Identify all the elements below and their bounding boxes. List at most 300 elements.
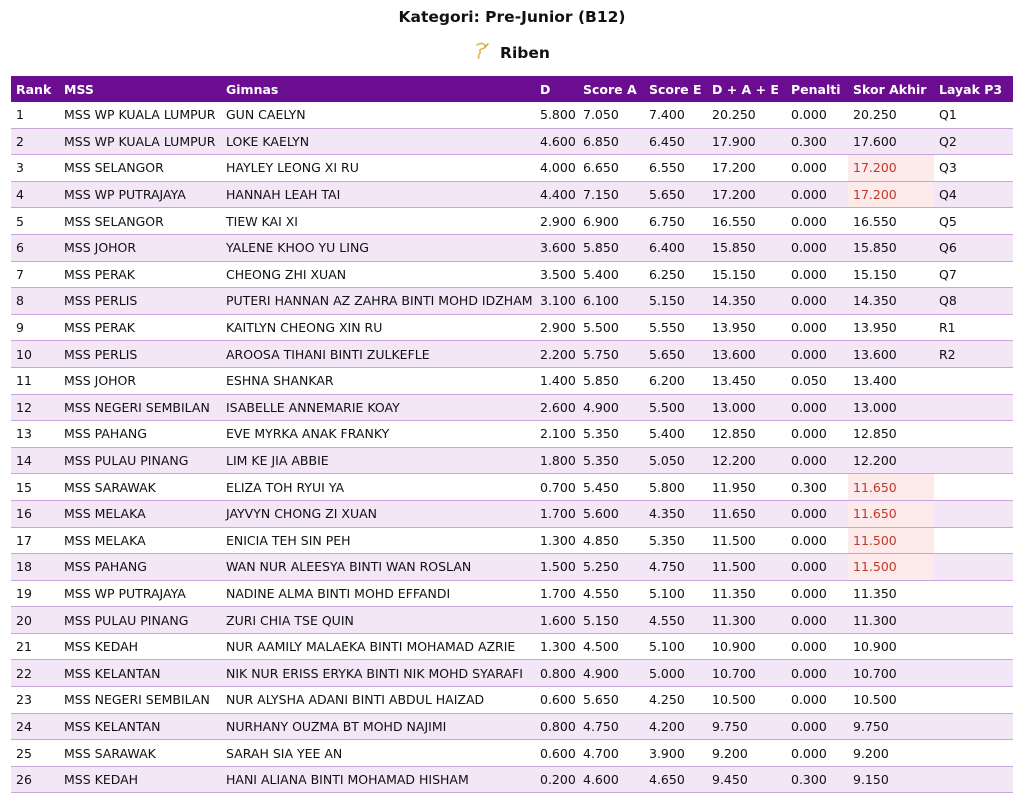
cell-total: 13.450: [707, 367, 786, 394]
cell-layak: [934, 766, 1013, 793]
cell-total: 10.500: [707, 687, 786, 714]
cell-penalti: 0.300: [786, 766, 848, 793]
cell-rank: 6: [11, 234, 59, 261]
cell-score-a: 6.900: [578, 208, 644, 235]
table-row: [11, 341, 1013, 368]
cell-penalti: 0.000: [786, 447, 848, 474]
cell-penalti: 0.300: [786, 474, 848, 501]
cell-d: 4.000: [535, 155, 578, 182]
cell-layak: [934, 527, 1013, 554]
cell-layak: Q5: [934, 208, 1013, 235]
cell-gimnas: LIM KE JIA ABBIE: [221, 447, 535, 474]
cell-d: 1.700: [535, 580, 578, 607]
cell-rank: 12: [11, 394, 59, 421]
table-row: [11, 288, 1013, 315]
cell-skor-akhir: 9.200: [848, 740, 934, 767]
table-row: [11, 580, 1013, 607]
cell-skor-akhir: 11.650: [848, 474, 934, 501]
cell-layak: [934, 474, 1013, 501]
cell-score-a: 4.600: [578, 766, 644, 793]
cell-penalti: 0.000: [786, 713, 848, 740]
cell-total: 17.200: [707, 181, 786, 208]
cell-score-a: 4.900: [578, 660, 644, 687]
table-row: [11, 474, 1013, 501]
cell-penalti: 0.000: [786, 341, 848, 368]
table-row: [11, 607, 1013, 634]
cell-score-e: 5.350: [644, 527, 707, 554]
cell-d: 4.400: [535, 181, 578, 208]
cell-skor-akhir: 9.750: [848, 713, 934, 740]
cell-rank: 25: [11, 740, 59, 767]
cell-layak: [934, 633, 1013, 660]
cell-score-a: 7.050: [578, 102, 644, 128]
table-row: [11, 155, 1013, 182]
cell-score-a: 5.150: [578, 607, 644, 634]
col-header-score-e[interactable]: Score E: [644, 76, 707, 102]
cell-layak: Q4: [934, 181, 1013, 208]
table-row: [11, 554, 1013, 581]
cell-mss: MSS SARAWAK: [59, 474, 221, 501]
cell-layak: Q3: [934, 155, 1013, 182]
cell-mss: MSS KEDAH: [59, 633, 221, 660]
cell-mss: MSS PAHANG: [59, 554, 221, 581]
cell-mss: MSS PERAK: [59, 314, 221, 341]
cell-skor-akhir: 9.150: [848, 766, 934, 793]
cell-layak: [934, 500, 1013, 527]
cell-total: 11.500: [707, 554, 786, 581]
cell-rank: 4: [11, 181, 59, 208]
cell-d: 2.900: [535, 208, 578, 235]
cell-score-e: 6.550: [644, 155, 707, 182]
cell-total: 11.650: [707, 500, 786, 527]
cell-mss: MSS WP KUALA LUMPUR: [59, 102, 221, 128]
cell-mss: MSS NEGERI SEMBILAN: [59, 394, 221, 421]
cell-total: 15.850: [707, 234, 786, 261]
cell-total: 9.450: [707, 766, 786, 793]
cell-total: 20.250: [707, 102, 786, 128]
cell-layak: Q7: [934, 261, 1013, 288]
cell-penalti: 0.000: [786, 102, 848, 128]
table-header-row: [11, 76, 1013, 102]
cell-penalti: 0.000: [786, 155, 848, 182]
cell-layak: [934, 660, 1013, 687]
cell-total: 11.300: [707, 607, 786, 634]
cell-score-a: 7.150: [578, 181, 644, 208]
cell-mss: MSS KELANTAN: [59, 713, 221, 740]
cell-penalti: 0.000: [786, 554, 848, 581]
apparatus-heading: [0, 42, 1024, 64]
cell-mss: MSS WP PUTRAJAYA: [59, 181, 221, 208]
cell-skor-akhir: 16.550: [848, 208, 934, 235]
cell-score-e: 5.150: [644, 288, 707, 315]
cell-score-a: 5.750: [578, 341, 644, 368]
cell-score-a: 5.350: [578, 421, 644, 448]
cell-skor-akhir: 11.350: [848, 580, 934, 607]
cell-layak: Q6: [934, 234, 1013, 261]
cell-score-e: 5.500: [644, 394, 707, 421]
table-row: [11, 394, 1013, 421]
cell-layak: R2: [934, 341, 1013, 368]
cell-d: 3.500: [535, 261, 578, 288]
cell-skor-akhir: 15.850: [848, 234, 934, 261]
cell-d: 0.800: [535, 713, 578, 740]
cell-gimnas: CHEONG ZHI XUAN: [221, 261, 535, 288]
cell-gimnas: HAYLEY LEONG XI RU: [221, 155, 535, 182]
table-row: [11, 447, 1013, 474]
cell-gimnas: AROOSA TIHANI BINTI ZULKEFLE: [221, 341, 535, 368]
cell-score-e: 4.200: [644, 713, 707, 740]
cell-total: 11.350: [707, 580, 786, 607]
cell-gimnas: YALENE KHOO YU LING: [221, 234, 535, 261]
cell-score-a: 5.850: [578, 367, 644, 394]
col-header-layak[interactable]: Layak P3: [934, 76, 1013, 102]
cell-penalti: 0.050: [786, 367, 848, 394]
table-row: [11, 660, 1013, 687]
cell-skor-akhir: 11.300: [848, 607, 934, 634]
cell-skor-akhir: 13.600: [848, 341, 934, 368]
cell-gimnas: EVE MYRKA ANAK FRANKY: [221, 421, 535, 448]
cell-score-e: 6.450: [644, 128, 707, 155]
cell-score-a: 5.500: [578, 314, 644, 341]
cell-d: 0.600: [535, 740, 578, 767]
cell-penalti: 0.000: [786, 740, 848, 767]
cell-gimnas: PUTERI HANNAN AZ ZAHRA BINTI MOHD IDZHAM: [221, 288, 535, 315]
table-row: [11, 181, 1013, 208]
cell-gimnas: HANNAH LEAH TAI: [221, 181, 535, 208]
table-row: [11, 713, 1013, 740]
cell-mss: MSS PULAU PINANG: [59, 447, 221, 474]
cell-score-a: 5.850: [578, 234, 644, 261]
cell-layak: [934, 607, 1013, 634]
cell-mss: MSS MELAKA: [59, 500, 221, 527]
table-row: [11, 367, 1013, 394]
cell-gimnas: HANI ALIANA BINTI MOHAMAD HISHAM: [221, 766, 535, 793]
cell-rank: 21: [11, 633, 59, 660]
cell-skor-akhir: 14.350: [848, 288, 934, 315]
cell-penalti: 0.000: [786, 687, 848, 714]
cell-penalti: 0.000: [786, 394, 848, 421]
cell-score-e: 6.400: [644, 234, 707, 261]
cell-score-a: 5.450: [578, 474, 644, 501]
col-header-d[interactable]: D: [535, 76, 578, 102]
cell-mss: MSS PERAK: [59, 261, 221, 288]
cell-score-a: 5.350: [578, 447, 644, 474]
cell-score-e: 3.900: [644, 740, 707, 767]
cell-gimnas: NADINE ALMA BINTI MOHD EFFANDI: [221, 580, 535, 607]
cell-rank: 22: [11, 660, 59, 687]
cell-score-a: 5.600: [578, 500, 644, 527]
cell-gimnas: NUR ALYSHA ADANI BINTI ABDUL HAIZAD: [221, 687, 535, 714]
cell-mss: MSS NEGERI SEMBILAN: [59, 687, 221, 714]
cell-skor-akhir: 15.150: [848, 261, 934, 288]
cell-mss: MSS PERLIS: [59, 341, 221, 368]
cell-score-a: 4.550: [578, 580, 644, 607]
cell-penalti: 0.000: [786, 607, 848, 634]
cell-penalti: 0.000: [786, 580, 848, 607]
cell-score-a: 6.650: [578, 155, 644, 182]
cell-score-e: 5.550: [644, 314, 707, 341]
cell-rank: 20: [11, 607, 59, 634]
cell-penalti: 0.000: [786, 500, 848, 527]
cell-total: 11.500: [707, 527, 786, 554]
cell-d: 2.600: [535, 394, 578, 421]
cell-d: 1.700: [535, 500, 578, 527]
col-header-score-a[interactable]: Score A: [578, 76, 644, 102]
table-row: [11, 234, 1013, 261]
cell-layak: [934, 367, 1013, 394]
cell-d: 1.400: [535, 367, 578, 394]
cell-d: 3.100: [535, 288, 578, 315]
cell-score-e: 4.250: [644, 687, 707, 714]
cell-score-e: 5.800: [644, 474, 707, 501]
cell-score-e: 4.750: [644, 554, 707, 581]
col-header-skor-akhir[interactable]: Skor Akhir: [848, 76, 934, 102]
cell-penalti: 0.000: [786, 208, 848, 235]
cell-mss: MSS PERLIS: [59, 288, 221, 315]
cell-penalti: 0.000: [786, 314, 848, 341]
cell-d: 5.800: [535, 102, 578, 128]
table-row: [11, 527, 1013, 554]
table-row: [11, 208, 1013, 235]
cell-score-e: 4.550: [644, 607, 707, 634]
cell-skor-akhir: 10.900: [848, 633, 934, 660]
cell-rank: 23: [11, 687, 59, 714]
col-header-mss[interactable]: MSS: [59, 76, 221, 102]
cell-rank: 26: [11, 766, 59, 793]
cell-d: 4.600: [535, 128, 578, 155]
cell-rank: 18: [11, 554, 59, 581]
cell-mss: MSS JOHOR: [59, 367, 221, 394]
cell-total: 13.000: [707, 394, 786, 421]
cell-d: 1.300: [535, 527, 578, 554]
cell-gimnas: KAITLYN CHEONG XIN RU: [221, 314, 535, 341]
cell-penalti: 0.000: [786, 261, 848, 288]
cell-score-e: 4.650: [644, 766, 707, 793]
cell-skor-akhir: 17.200: [848, 155, 934, 182]
table-row: [11, 633, 1013, 660]
cell-score-e: 6.750: [644, 208, 707, 235]
cell-skor-akhir: 17.600: [848, 128, 934, 155]
table-row: [11, 128, 1013, 155]
cell-rank: 7: [11, 261, 59, 288]
cell-gimnas: NUR AAMILY MALAEKA BINTI MOHAMAD AZRIE: [221, 633, 535, 660]
cell-skor-akhir: 13.000: [848, 394, 934, 421]
cell-rank: 3: [11, 155, 59, 182]
cell-rank: 17: [11, 527, 59, 554]
cell-mss: MSS KELANTAN: [59, 660, 221, 687]
table-row: [11, 261, 1013, 288]
cell-penalti: 0.000: [786, 181, 848, 208]
cell-score-e: 5.000: [644, 660, 707, 687]
cell-d: 0.800: [535, 660, 578, 687]
cell-total: 9.750: [707, 713, 786, 740]
cell-score-e: 4.350: [644, 500, 707, 527]
cell-d: 2.900: [535, 314, 578, 341]
cell-layak: [934, 554, 1013, 581]
cell-d: 0.200: [535, 766, 578, 793]
cell-gimnas: WAN NUR ALEESYA BINTI WAN ROSLAN: [221, 554, 535, 581]
cell-mss: MSS JOHOR: [59, 234, 221, 261]
cell-rank: 13: [11, 421, 59, 448]
cell-mss: MSS WP KUALA LUMPUR: [59, 128, 221, 155]
cell-score-a: 4.750: [578, 713, 644, 740]
cell-gimnas: SARAH SIA YEE AN: [221, 740, 535, 767]
cell-skor-akhir: 13.950: [848, 314, 934, 341]
cell-rank: 2: [11, 128, 59, 155]
cell-penalti: 0.000: [786, 421, 848, 448]
cell-layak: [934, 687, 1013, 714]
cell-rank: 11: [11, 367, 59, 394]
apparatus-label: Riben: [500, 44, 550, 62]
cell-penalti: 0.000: [786, 660, 848, 687]
cell-score-e: 5.100: [644, 633, 707, 660]
cell-d: 0.700: [535, 474, 578, 501]
cell-score-a: 4.900: [578, 394, 644, 421]
cell-score-e: 5.650: [644, 181, 707, 208]
table-row: [11, 421, 1013, 448]
cell-rank: 24: [11, 713, 59, 740]
cell-penalti: 0.000: [786, 633, 848, 660]
cell-d: 0.600: [535, 687, 578, 714]
cell-total: 13.950: [707, 314, 786, 341]
cell-total: 10.900: [707, 633, 786, 660]
cell-score-e: 6.250: [644, 261, 707, 288]
cell-score-a: 5.250: [578, 554, 644, 581]
cell-d: 2.100: [535, 421, 578, 448]
cell-mss: MSS WP PUTRAJAYA: [59, 580, 221, 607]
cell-skor-akhir: 13.400: [848, 367, 934, 394]
cell-gimnas: ENICIA TEH SIN PEH: [221, 527, 535, 554]
cell-total: 15.150: [707, 261, 786, 288]
cell-score-a: 5.400: [578, 261, 644, 288]
cell-skor-akhir: 11.500: [848, 527, 934, 554]
cell-skor-akhir: 11.650: [848, 500, 934, 527]
col-header-penalti[interactable]: Penalti: [786, 76, 848, 102]
cell-rank: 16: [11, 500, 59, 527]
cell-rank: 5: [11, 208, 59, 235]
table-row: [11, 687, 1013, 714]
cell-d: 1.500: [535, 554, 578, 581]
cell-score-e: 7.400: [644, 102, 707, 128]
cell-d: 1.300: [535, 633, 578, 660]
cell-penalti: 0.300: [786, 128, 848, 155]
cell-skor-akhir: 12.200: [848, 447, 934, 474]
col-header-total[interactable]: D + A + E: [707, 76, 786, 102]
cell-layak: [934, 713, 1013, 740]
cell-gimnas: ESHNA SHANKAR: [221, 367, 535, 394]
cell-total: 14.350: [707, 288, 786, 315]
cell-mss: MSS PAHANG: [59, 421, 221, 448]
cell-total: 10.700: [707, 660, 786, 687]
cell-layak: Q1: [934, 102, 1013, 128]
cell-d: 1.800: [535, 447, 578, 474]
cell-layak: [934, 447, 1013, 474]
cell-mss: MSS KEDAH: [59, 766, 221, 793]
cell-skor-akhir: 10.500: [848, 687, 934, 714]
cell-score-a: 4.850: [578, 527, 644, 554]
cell-gimnas: GUN CAELYN: [221, 102, 535, 128]
cell-total: 16.550: [707, 208, 786, 235]
cell-score-a: 6.850: [578, 128, 644, 155]
cell-layak: Q8: [934, 288, 1013, 315]
cell-rank: 14: [11, 447, 59, 474]
cell-layak: [934, 421, 1013, 448]
cell-gimnas: ISABELLE ANNEMARIE KOAY: [221, 394, 535, 421]
cell-total: 11.950: [707, 474, 786, 501]
cell-skor-akhir: 20.250: [848, 102, 934, 128]
cell-score-e: 5.100: [644, 580, 707, 607]
cell-skor-akhir: 11.500: [848, 554, 934, 581]
cell-skor-akhir: 12.850: [848, 421, 934, 448]
cell-skor-akhir: 10.700: [848, 660, 934, 687]
cell-mss: MSS PULAU PINANG: [59, 607, 221, 634]
results-table: [11, 76, 1013, 793]
cell-score-a: 5.650: [578, 687, 644, 714]
cell-skor-akhir: 17.200: [848, 181, 934, 208]
cell-gimnas: LOKE KAELYN: [221, 128, 535, 155]
cell-gimnas: ELIZA TOH RYUI YA: [221, 474, 535, 501]
cell-layak: [934, 740, 1013, 767]
cell-total: 17.200: [707, 155, 786, 182]
cell-layak: [934, 580, 1013, 607]
cell-total: 13.600: [707, 341, 786, 368]
cell-total: 12.850: [707, 421, 786, 448]
cell-gimnas: NURHANY OUZMA BT MOHD NAJIMI: [221, 713, 535, 740]
cell-score-e: 5.050: [644, 447, 707, 474]
table-row: [11, 102, 1013, 128]
cell-d: 2.200: [535, 341, 578, 368]
cell-score-a: 4.700: [578, 740, 644, 767]
cell-gimnas: JAYVYN CHONG ZI XUAN: [221, 500, 535, 527]
cell-total: 12.200: [707, 447, 786, 474]
cell-rank: 1: [11, 102, 59, 128]
col-header-rank[interactable]: Rank: [11, 76, 59, 102]
cell-rank: 8: [11, 288, 59, 315]
cell-gimnas: ZURI CHIA TSE QUIN: [221, 607, 535, 634]
ribbon-icon: [474, 42, 490, 60]
cell-mss: MSS SARAWAK: [59, 740, 221, 767]
cell-penalti: 0.000: [786, 527, 848, 554]
cell-rank: 9: [11, 314, 59, 341]
cell-layak: [934, 394, 1013, 421]
cell-penalti: 0.000: [786, 234, 848, 261]
page-title: Kategori: Pre-Junior (B12): [398, 8, 626, 26]
cell-layak: Q2: [934, 128, 1013, 155]
cell-total: 9.200: [707, 740, 786, 767]
cell-total: 17.900: [707, 128, 786, 155]
cell-score-e: 5.400: [644, 421, 707, 448]
cell-gimnas: TIEW KAI XI: [221, 208, 535, 235]
cell-score-e: 6.200: [644, 367, 707, 394]
cell-gimnas: NIK NUR ERISS ERYKA BINTI NIK MOHD SYARAFI: [221, 660, 535, 687]
table-row: [11, 500, 1013, 527]
table-row: [11, 314, 1013, 341]
cell-penalti: 0.000: [786, 288, 848, 315]
cell-score-e: 5.650: [644, 341, 707, 368]
cell-d: 1.600: [535, 607, 578, 634]
cell-d: 3.600: [535, 234, 578, 261]
cell-rank: 15: [11, 474, 59, 501]
cell-rank: 19: [11, 580, 59, 607]
cell-score-a: 6.100: [578, 288, 644, 315]
cell-layak: R1: [934, 314, 1013, 341]
cell-rank: 10: [11, 341, 59, 368]
table-row: [11, 740, 1013, 767]
cell-mss: MSS SELANGOR: [59, 208, 221, 235]
table-row: [11, 766, 1013, 793]
cell-score-a: 4.500: [578, 633, 644, 660]
col-header-gimnas[interactable]: Gimnas: [221, 76, 535, 102]
